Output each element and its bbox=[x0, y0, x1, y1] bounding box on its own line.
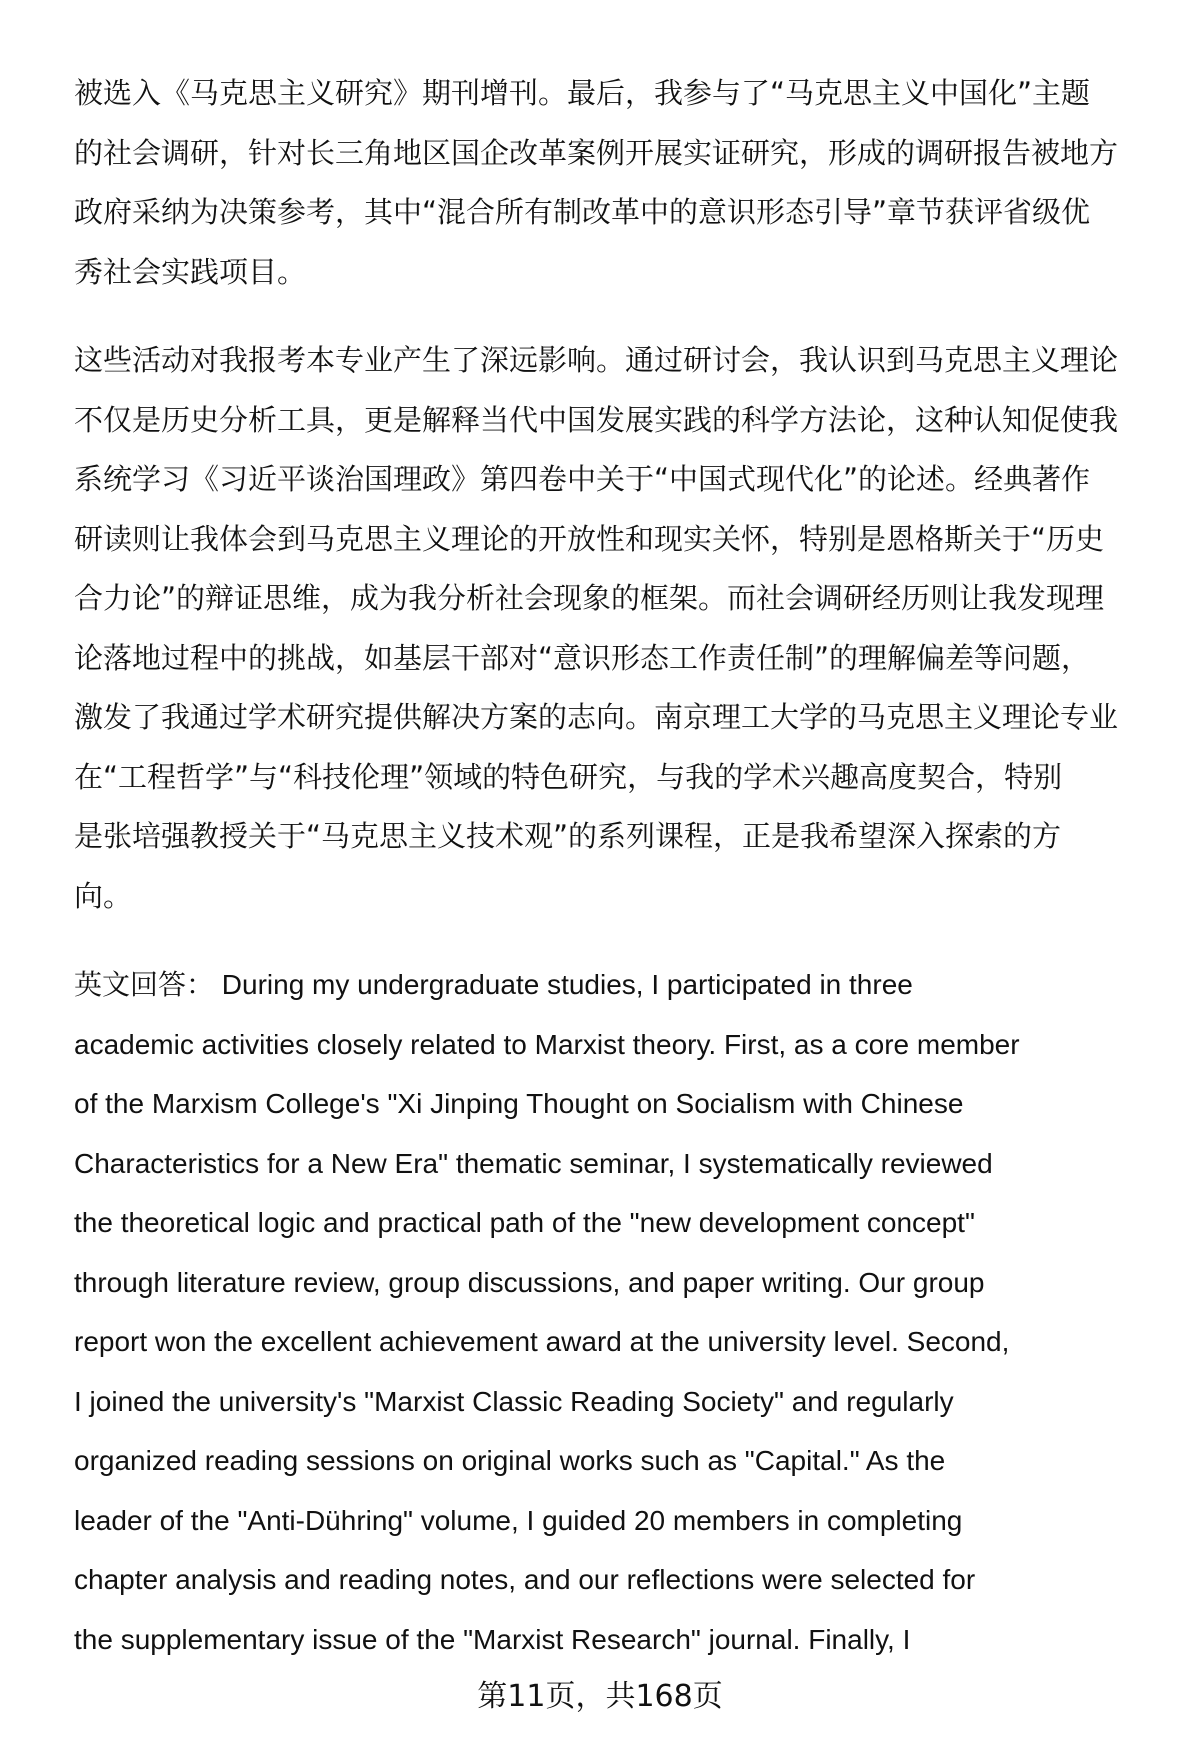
text-line: 这些活动对我报考本专业产生了深远影响。通过研讨会，我认识到马克思主义理论 bbox=[74, 343, 1119, 377]
text-line: 系统学习《习近平谈治国理政》第四卷中关于“中国式现代化”的论述。经典著作 bbox=[74, 462, 1091, 496]
text-line: 秀社会实践项目。 bbox=[74, 254, 307, 289]
text-line: through literature review, group discussions, and paper writing. Our group bbox=[74, 1266, 985, 1298]
text-line: leader of the "Anti-Dühring" volume, I guided 20 members in completing bbox=[74, 1504, 963, 1536]
text-line: chapter analysis and reading notes, and our reflections were selected for bbox=[74, 1564, 976, 1595]
text-line: report won the excellent achievement award at the university level. Second, bbox=[74, 1326, 1010, 1357]
text-line: 的社会调研，针对长三角地区国企改革案例开展实证研究，形成的调研报告被地方 bbox=[74, 135, 1119, 170]
paragraph-chinese-2 bbox=[74, 331, 1174, 926]
text-line: 在“工程哲学”与“科技伦理”领域的特色研究，与我的学术兴趣高度契合，特别 bbox=[74, 759, 1063, 794]
paragraph-chinese-1 bbox=[74, 64, 1174, 302]
text-line: organized reading sessions on original works such as "Capital." As the bbox=[74, 1445, 946, 1476]
text-line: 英文回答： During my undergraduate studies, I participated in three bbox=[74, 969, 913, 1000]
text-line: 政府采纳为决策参考，其中“混合所有制改革中的意识形态引导”章节获评省级优 bbox=[74, 195, 1091, 229]
paragraph-english-answer bbox=[74, 955, 1174, 1669]
text-line: 合力论”的辩证思维，成为我分析社会现象的框架。而社会调研经历则让我发现理 bbox=[74, 581, 1105, 615]
text-line: 研读则让我体会到马克思主义理论的开放性和现实关怀，特别是恩格斯关于“历史 bbox=[74, 521, 1105, 556]
text-line: the theoretical logic and practical path of the "new development concept" bbox=[74, 1207, 975, 1238]
text-line: of the Marxism College's "Xi Jinping Thought on Socialism with Chinese bbox=[74, 1088, 964, 1119]
text-line: 激发了我通过学术研究提供解决方案的志向。南京理工大学的马克思主义理论专业 bbox=[74, 700, 1119, 734]
text-line: academic activities closely related to Marxist theory. First, as a core member bbox=[74, 1028, 1020, 1060]
text-line: 论落地过程中的挑战，如基层干部对“意识形态工作责任制”的理解偏差等问题， bbox=[74, 640, 1091, 675]
text-line: 不仅是历史分析工具，更是解释当代中国发展实践的科学方法论，这种认知促使我 bbox=[74, 402, 1119, 437]
text-line: Characteristics for a New Era" thematic seminar, I systematically reviewed bbox=[74, 1147, 993, 1179]
page-number: 第11页，共168页 bbox=[477, 1679, 723, 1714]
text-line: the supplementary issue of the "Marxist Research" journal. Finally, I bbox=[74, 1623, 911, 1655]
text-line: I joined the university's "Marxist Classic Reading Society" and regularly bbox=[74, 1385, 954, 1417]
text-line: 向。 bbox=[74, 878, 133, 913]
text-line: 被选入《马克思主义研究》期刊增刊。最后，我参与了“马克思主义中国化”主题 bbox=[74, 76, 1091, 110]
text-line: 是张培强教授关于“马克思主义技术观”的系列课程，正是我希望深入探索的方 bbox=[74, 819, 1062, 853]
